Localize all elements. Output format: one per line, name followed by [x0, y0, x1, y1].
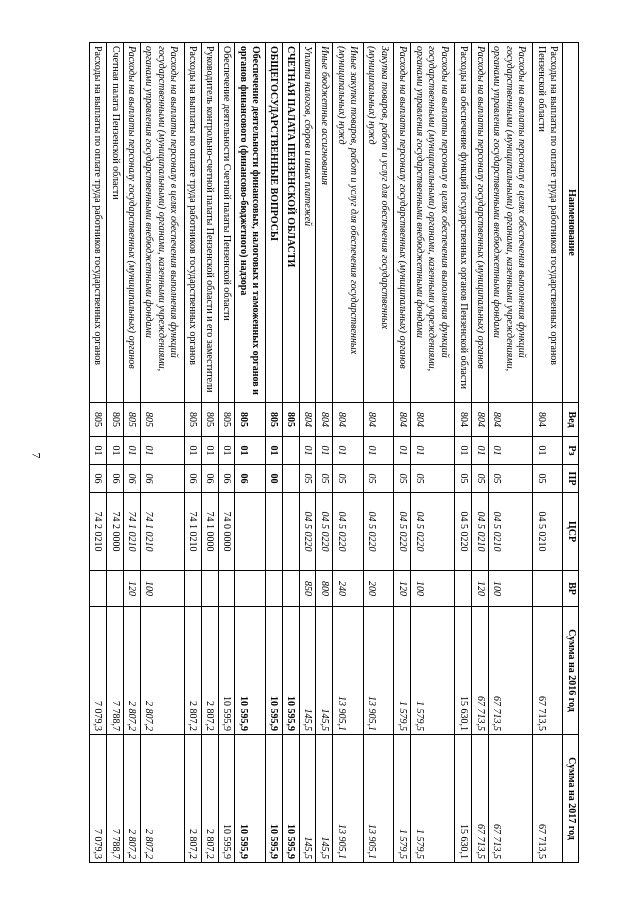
cell-sum-2016: 67 713,5	[488, 607, 532, 735]
cell-pr: 05	[411, 465, 455, 493]
cell-rz: 01	[218, 437, 235, 465]
cell-sum-2016: 2 807,2	[184, 607, 201, 735]
cell-csr: 74 1 0210	[140, 493, 184, 571]
cell-csr	[282, 493, 299, 571]
cell-sum-2017: 1 579,5	[411, 735, 455, 863]
table-row	[140, 43, 184, 863]
cell-ved: 804	[455, 403, 472, 437]
cell-name: Расходы на выплаты персоналу в целях обеспечения выполнения функций государственными (муниципальными) органами, казенными учреждениями, органами управления государственными внебюджетными фондами	[488, 43, 532, 403]
table-row	[533, 43, 563, 863]
cell-rz: 01	[316, 437, 333, 465]
cell-ved: 805	[282, 403, 299, 437]
cell-pr: 05	[488, 465, 532, 493]
cell-rz: 01	[533, 437, 563, 465]
cell-ved: 805	[90, 403, 107, 437]
cell-sum-2016: 7 788,7	[107, 607, 124, 735]
cell-ved: 805	[218, 403, 235, 437]
cell-vr: 800	[316, 571, 333, 607]
table-row	[455, 43, 472, 863]
cell-ved: 805	[265, 403, 282, 437]
cell-sum-2016: 10 595,9	[218, 607, 235, 735]
cell-sum-2017: 67 713,5	[533, 735, 563, 863]
cell-rz	[282, 437, 299, 465]
table-body	[90, 43, 564, 863]
budget-table	[89, 42, 579, 863]
cell-vr	[282, 571, 299, 607]
cell-rz: 01	[265, 437, 282, 465]
cell-sum-2017: 15 630,1	[455, 735, 472, 863]
cell-ved: 804	[394, 403, 411, 437]
cell-pr: 05	[316, 465, 333, 493]
cell-csr: 74 2 0210	[90, 493, 107, 571]
header-csr: ЦСР	[563, 493, 579, 571]
cell-sum-2017: 2 807,2	[123, 735, 140, 863]
cell-rz: 01	[363, 437, 393, 465]
cell-ved: 804	[333, 403, 363, 437]
cell-sum-2016: 1 579,5	[394, 607, 411, 735]
cell-pr: 05	[455, 465, 472, 493]
cell-vr: 240	[333, 571, 363, 607]
rotated-table-container	[89, 42, 579, 862]
cell-sum-2017: 2 807,2	[184, 735, 201, 863]
cell-name: Иные бюджетные ассигнования	[316, 43, 333, 403]
table-row	[265, 43, 282, 863]
cell-rz: 01	[107, 437, 124, 465]
cell-rz: 01	[411, 437, 455, 465]
cell-sum-2017: 2 807,2	[201, 735, 218, 863]
cell-sum-2016: 145,5	[299, 607, 316, 735]
cell-pr: 05	[472, 465, 489, 493]
header-vr: ВР	[563, 571, 579, 607]
cell-vr	[218, 571, 235, 607]
cell-name: Уплата налогов, сборов и иных платежей	[299, 43, 316, 403]
cell-sum-2016: 10 595,9	[265, 607, 282, 735]
cell-ved: 804	[488, 403, 532, 437]
cell-name: Расходы на обеспечение функций государственных органов Пензенской области	[455, 43, 472, 403]
header-sum-2016: Сумма на 2016 год	[563, 607, 579, 735]
cell-pr	[282, 465, 299, 493]
table-row	[472, 43, 489, 863]
cell-ved: 805	[140, 403, 184, 437]
cell-rz: 01	[472, 437, 489, 465]
cell-vr	[455, 571, 472, 607]
cell-rz: 01	[235, 437, 265, 465]
table-row	[363, 43, 393, 863]
cell-rz: 01	[140, 437, 184, 465]
cell-vr	[184, 571, 201, 607]
cell-vr: 200	[363, 571, 393, 607]
cell-ved: 805	[123, 403, 140, 437]
cell-csr: 04 5 0220	[333, 493, 363, 571]
cell-pr: 06	[235, 465, 265, 493]
cell-sum-2016: 2 807,2	[123, 607, 140, 735]
header-name: Наименование	[563, 43, 579, 403]
cell-pr: 06	[107, 465, 124, 493]
cell-csr: 74 1 0000	[201, 493, 218, 571]
cell-vr: 100	[411, 571, 455, 607]
table-row	[411, 43, 455, 863]
table-row	[184, 43, 201, 863]
cell-name: Расходы на выплаты по оплате труда работников государственных органов	[90, 43, 107, 403]
cell-sum-2017: 2 807,2	[140, 735, 184, 863]
cell-pr: 05	[299, 465, 316, 493]
cell-csr: 04 5 0220	[394, 493, 411, 571]
cell-sum-2017: 67 713,5	[472, 735, 489, 863]
cell-name: Расходы на выплаты персоналу государственных (муниципальных) органов	[472, 43, 489, 403]
cell-sum-2016: 10 595,9	[235, 607, 265, 735]
cell-csr: 04 5 0220	[363, 493, 393, 571]
header-ved: Вед	[563, 403, 579, 437]
cell-vr: 100	[140, 571, 184, 607]
cell-rz: 01	[123, 437, 140, 465]
cell-pr: 06	[201, 465, 218, 493]
cell-sum-2017: 10 595,9	[265, 735, 282, 863]
cell-csr: 04 5 0210	[472, 493, 489, 571]
cell-pr: 06	[90, 465, 107, 493]
cell-name: Расходы на выплаты по оплате труда работников государственных органов	[184, 43, 201, 403]
cell-name: Расходы на выплаты персоналу государственных (муниципальных) органов	[123, 43, 140, 403]
table-row	[201, 43, 218, 863]
cell-csr: 04 5 0210	[488, 493, 532, 571]
cell-pr: 06	[123, 465, 140, 493]
cell-pr: 05	[533, 465, 563, 493]
cell-name: Расходы на выплаты по оплате труда работников государственных органов Пензенской области	[533, 43, 563, 403]
cell-sum-2017: 10 595,9	[235, 735, 265, 863]
cell-sum-2017: 67 713,5	[488, 735, 532, 863]
cell-name: ОБЩЕГОСУДАРСТВЕННЫЕ ВОПРОСЫ	[265, 43, 282, 403]
table-row	[235, 43, 265, 863]
cell-csr: 04 5 0220	[411, 493, 455, 571]
cell-sum-2017: 7 079,3	[90, 735, 107, 863]
cell-sum-2016: 145,5	[316, 607, 333, 735]
cell-pr: 00	[265, 465, 282, 493]
cell-rz: 01	[299, 437, 316, 465]
cell-ved: 804	[299, 403, 316, 437]
cell-ved: 805	[107, 403, 124, 437]
cell-vr: 850	[299, 571, 316, 607]
table-row	[107, 43, 124, 863]
cell-rz: 01	[455, 437, 472, 465]
cell-csr: 74 0 0000	[218, 493, 235, 571]
cell-csr: 74 1 0210	[184, 493, 201, 571]
cell-csr	[265, 493, 282, 571]
cell-ved: 804	[363, 403, 393, 437]
cell-ved: 805	[201, 403, 218, 437]
cell-rz: 01	[90, 437, 107, 465]
cell-csr: 04 5 0210	[533, 493, 563, 571]
cell-name: Расходы на выплаты персоналу государственных (муниципальных) органов	[394, 43, 411, 403]
cell-sum-2016: 10 595,9	[282, 607, 299, 735]
cell-sum-2016: 2 807,2	[140, 607, 184, 735]
cell-vr	[265, 571, 282, 607]
table-row	[90, 43, 107, 863]
cell-sum-2017: 13 905,1	[333, 735, 363, 863]
table-row	[218, 43, 235, 863]
table-row	[333, 43, 363, 863]
cell-rz: 01	[488, 437, 532, 465]
cell-sum-2016: 67 713,5	[472, 607, 489, 735]
cell-sum-2016: 2 807,2	[201, 607, 218, 735]
table-row	[316, 43, 333, 863]
page-number: 7	[29, 452, 44, 459]
cell-name: Расходы на выплаты персоналу в целях обеспечения выполнения функций государственными (муниципальными) органами, казенными учреждениями, органами управления государственными внебюджетными фондами	[140, 43, 184, 403]
cell-vr	[90, 571, 107, 607]
cell-name: СЧЕТНАЯ ПАЛАТА ПЕНЗЕНСКОЙ ОБЛАСТИ	[282, 43, 299, 403]
cell-csr: 74 2 0000	[107, 493, 124, 571]
cell-vr	[533, 571, 563, 607]
cell-vr: 120	[472, 571, 489, 607]
cell-csr: 74 1 0210	[123, 493, 140, 571]
cell-sum-2016: 67 713,5	[533, 607, 563, 735]
cell-name: Обеспечение деятельности Счетной палаты Пензенской области	[218, 43, 235, 403]
table-row	[488, 43, 532, 863]
cell-rz: 01	[394, 437, 411, 465]
cell-name: Счетная палата Пензенской области	[107, 43, 124, 403]
cell-name: Руководитель контрольно-счетной палаты Пензенской области и его заместители	[201, 43, 218, 403]
cell-rz: 01	[201, 437, 218, 465]
cell-vr: 120	[123, 571, 140, 607]
cell-sum-2017: 145,5	[299, 735, 316, 863]
cell-pr: 05	[394, 465, 411, 493]
cell-name: Закупка товаров, работ и услуг для обеспечения государственных (муниципальных) нужд	[363, 43, 393, 403]
cell-csr: 04 5 0220	[316, 493, 333, 571]
cell-ved: 804	[533, 403, 563, 437]
header-sum-2017: Сумма на 2017 год	[563, 735, 579, 863]
cell-pr: 06	[184, 465, 201, 493]
cell-sum-2016: 13 905,1	[333, 607, 363, 735]
cell-sum-2016: 13 905,1	[363, 607, 393, 735]
cell-csr	[235, 493, 265, 571]
table-row	[123, 43, 140, 863]
cell-sum-2017: 7 788,7	[107, 735, 124, 863]
cell-sum-2017: 1 579,5	[394, 735, 411, 863]
cell-sum-2016: 7 079,3	[90, 607, 107, 735]
cell-name: Иные закупки товаров, работ и услуг для обеспечения государственных (муниципальных) нужд	[333, 43, 363, 403]
cell-vr: 120	[394, 571, 411, 607]
cell-rz: 01	[333, 437, 363, 465]
cell-pr: 05	[363, 465, 393, 493]
cell-sum-2017: 145,5	[316, 735, 333, 863]
cell-pr: 05	[333, 465, 363, 493]
cell-ved: 805	[184, 403, 201, 437]
cell-pr: 06	[140, 465, 184, 493]
cell-sum-2017: 13 905,1	[363, 735, 393, 863]
cell-pr: 06	[218, 465, 235, 493]
header-pr: ПР	[563, 465, 579, 493]
table-row	[299, 43, 316, 863]
table-row	[282, 43, 299, 863]
cell-sum-2017: 10 595,9	[282, 735, 299, 863]
cell-csr: 04 5 0220	[455, 493, 472, 571]
cell-vr	[107, 571, 124, 607]
cell-name: Расходы на выплаты персоналу в целях обеспечения выполнения функций государственными (муниципальными) органами, казенными учреждениями, органами управления государственными внебюджетными фондами	[411, 43, 455, 403]
cell-ved: 804	[472, 403, 489, 437]
cell-sum-2016: 15 630,1	[455, 607, 472, 735]
cell-sum-2017: 10 595,9	[218, 735, 235, 863]
cell-ved: 804	[411, 403, 455, 437]
cell-ved: 804	[316, 403, 333, 437]
cell-name: Обеспечение деятельности финансовых, налоговых и таможенных органов и органов финансового (финансово-бюджетного) надзора	[235, 43, 265, 403]
cell-sum-2016: 1 579,5	[411, 607, 455, 735]
header-rz: Рз	[563, 437, 579, 465]
cell-csr: 04 5 0220	[299, 493, 316, 571]
cell-vr: 100	[488, 571, 532, 607]
table-row	[394, 43, 411, 863]
table-header-row	[563, 43, 579, 863]
cell-ved: 805	[235, 403, 265, 437]
cell-vr	[201, 571, 218, 607]
cell-vr	[235, 571, 265, 607]
cell-rz: 01	[184, 437, 201, 465]
